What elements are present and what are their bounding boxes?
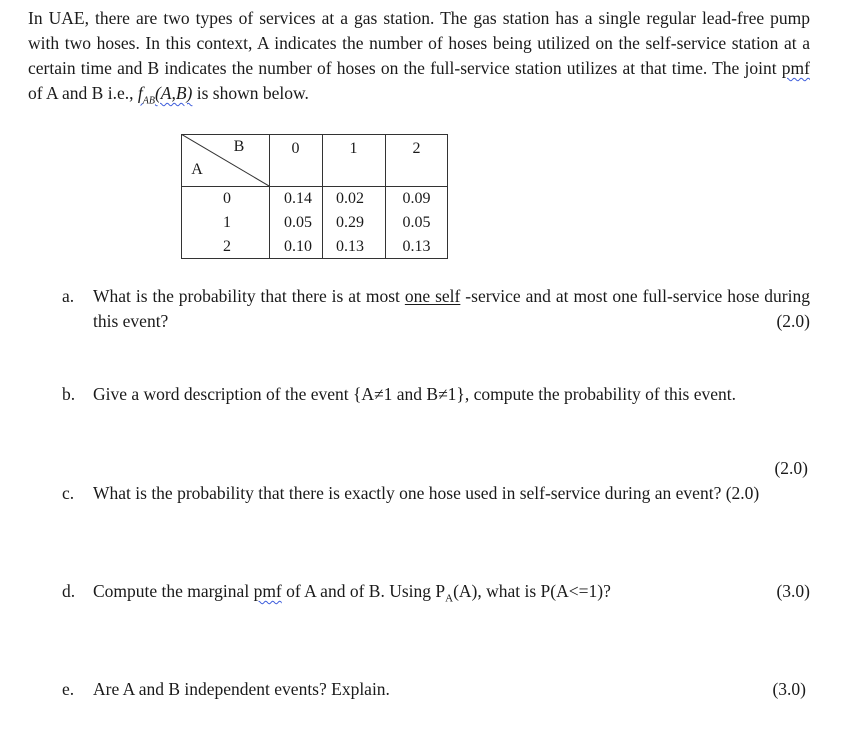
question-e xyxy=(62,677,810,703)
col-header-1: 1 xyxy=(349,140,358,157)
intro-text-3: is shown below. xyxy=(192,83,309,103)
question-text: What is the probability that there is exactly one hose used in self-service during an event? xyxy=(93,483,722,503)
question-text: Are A and B independent events? Explain. xyxy=(93,679,390,699)
question-label: c. xyxy=(62,483,75,503)
table-cell: 0.13 xyxy=(402,238,431,255)
question-label: d. xyxy=(62,581,76,601)
table-cell: 0.09 xyxy=(402,190,431,207)
corner-label-b: B xyxy=(233,138,245,155)
pmf-word: pmf xyxy=(253,581,282,601)
points-badge: (2.0) xyxy=(725,483,760,503)
table-cell: 0.13 xyxy=(336,238,364,255)
question-d: d. Compute the marginal pmf of A and of B. Using $P_A(A)$, what is P(A<=1)? (3.0) xyxy=(62,581,810,605)
joint-pmf-notation: $f_{AB}(A,B)$ xyxy=(137,83,193,107)
col-header-2: 2 xyxy=(412,140,421,157)
question-text: Give a word description of the event {A≠1 and B≠1}, compute the probability of this event. xyxy=(93,384,737,404)
table-cell: 0.29 xyxy=(336,214,364,231)
row-header-2: 2 xyxy=(223,238,231,255)
table-cell: 0.14 xyxy=(284,190,312,207)
table-cell: 0.05 xyxy=(284,214,312,231)
table-border-bottom xyxy=(181,258,448,259)
table-cell: 0.10 xyxy=(284,238,312,255)
points-badge: (2.0) xyxy=(774,458,808,478)
question-label: b. xyxy=(62,384,76,404)
col-header-0: 0 xyxy=(291,140,300,157)
underlined-phrase: one self xyxy=(404,286,461,306)
table-cell: 0.02 xyxy=(336,190,364,207)
joint-pmf-table xyxy=(181,134,448,259)
row-header-1: 1 xyxy=(223,214,231,231)
question-b xyxy=(62,382,810,434)
points-badge: (3.0) xyxy=(772,679,806,699)
points-badge: (3.0) xyxy=(776,581,810,601)
intro-text: In UAE, there are two types of services at a gas station. The gas station has a single regular lead-free pump with two hoses. In this context, A indicates the number of hoses being utilized on the self-service station at a certain time and B indicates the number of hoses on the full-service station utilizes at that time. The joint xyxy=(28,8,810,78)
table-border-left xyxy=(181,134,182,259)
table-border-top xyxy=(181,134,448,135)
row-header-0: 0 xyxy=(223,190,231,207)
problem-intro xyxy=(28,6,810,114)
points-badge: (2.0) xyxy=(776,311,810,331)
question-c xyxy=(62,481,810,533)
question-a: a. What is the probability that there is at most one self -service and at most one full-service hose during this event? (2.0) xyxy=(62,284,810,336)
question-label: e. xyxy=(62,679,75,699)
header-separator xyxy=(181,186,448,187)
table-cell: 0.05 xyxy=(402,214,431,231)
intro-text-2: of A and B i.e., xyxy=(28,83,138,103)
intro-pmf-word: pmf xyxy=(781,58,810,78)
corner-label-a: A xyxy=(191,161,203,178)
question-label: a. xyxy=(62,286,75,306)
